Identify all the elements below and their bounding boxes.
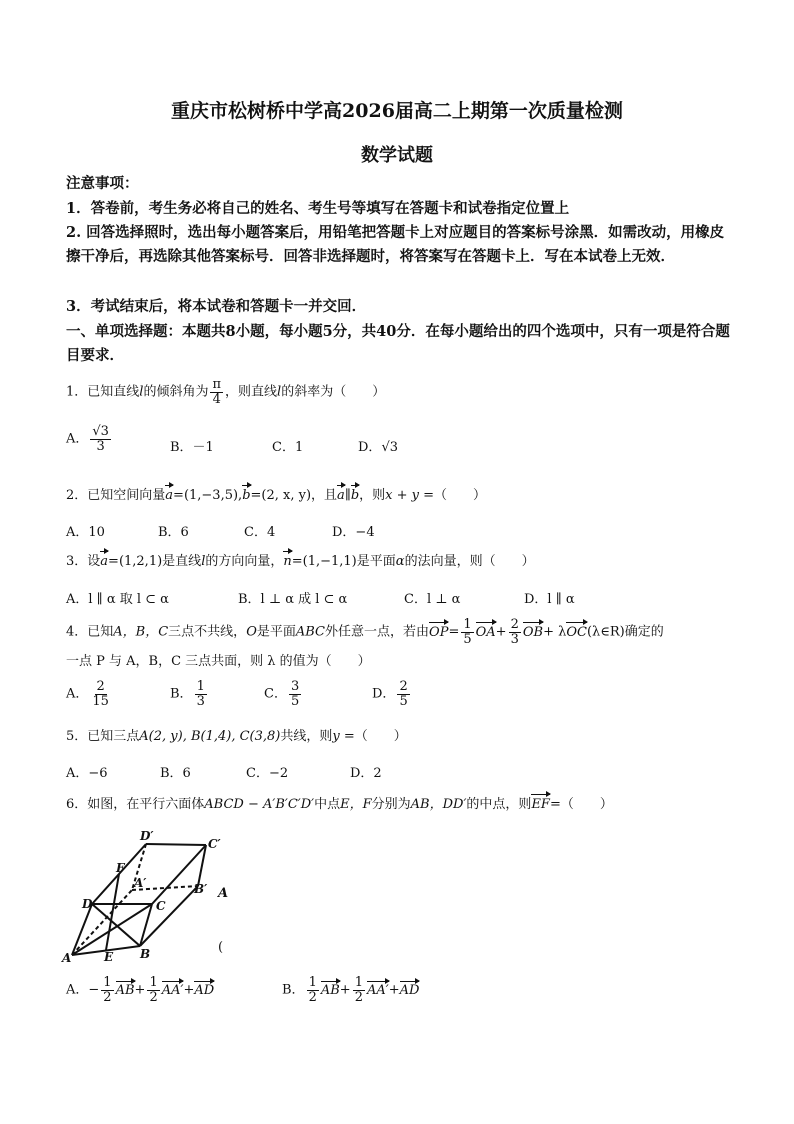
question-4-stem: 4．已知A，B，C三点不共线，O是平面ABC外任意一点，若由OP= $\frac{1}{5}$ OA+ $\frac{2}{3}$ OB+ λOC(λ∈R)确定的 xyxy=(66,617,664,647)
question-6-option-b: B． $\frac{1}{2}$ AB+ $\frac{1}{2}$ AA′+AD xyxy=(282,975,420,1005)
question-1-option-a: A． $\frac{√3}{3}$ xyxy=(66,424,109,454)
label-c1: C′ xyxy=(208,837,221,851)
question-1-option-b: B．－1 xyxy=(170,440,214,455)
label-f: F xyxy=(116,861,125,875)
edge-da xyxy=(72,904,92,955)
question-4-option-d: D． $\frac{2}{5}$ xyxy=(372,679,408,709)
question-6-option-a: A．− $\frac{1}{2}$ AB+ $\frac{1}{2}$ AA′+AD xyxy=(66,975,215,1005)
question-1-option-d: D．√3 xyxy=(358,440,398,455)
notice-item-2: 2. 回答选择照时，选出每小题答案后，用铅笔把答题卡上对应题目的答案标号涂黑．如需改动，用橡皮擦干净后，再选除其他答案标号．回答非选择题时，将答案写在答题卡上．写在本试卷上无效． xyxy=(66,224,725,265)
question-5-option-b: B．6 xyxy=(160,766,191,781)
figure-margin-mark-1: A xyxy=(218,886,229,901)
question-3-option-c: C．l ⊥ α xyxy=(404,592,461,607)
question-3-option-a: A．l ∥ α 取 l ⊂ α xyxy=(66,592,169,607)
figure-margin-mark-2: ( xyxy=(218,940,224,955)
question-2-option-d: D．−4 xyxy=(332,525,375,540)
label-b: B xyxy=(140,947,151,961)
notice-item-1: 1．答卷前，考生务必将自己的姓名、考生号等填写在答题卡和试卷指定位置上 xyxy=(66,200,570,217)
question-4-option-c: C． $\frac{3}{5}$ xyxy=(264,679,300,709)
question-4-option-a: A． $\frac{2}{15}$ xyxy=(66,679,109,709)
parallelepiped-figure xyxy=(60,828,240,968)
question-5-option-a: A．−6 xyxy=(66,766,108,781)
label-b1: B′ xyxy=(194,882,208,896)
question-2-option-c: C．4 xyxy=(244,525,276,540)
question-2-option-b: B．6 xyxy=(158,525,189,540)
notice-heading: 注意事项： xyxy=(66,175,139,192)
exam-subtitle: 数学试题 xyxy=(361,145,433,166)
label-e: E xyxy=(104,950,114,964)
label-a: A xyxy=(62,951,72,965)
label-c: C xyxy=(156,899,166,913)
label-d1: D′ xyxy=(140,829,154,843)
segment-db xyxy=(92,904,140,946)
question-6-stem: 6．如图，在平行六面体ABCD − A′B′C′D′中点E，F分别为AB，DD′的中点，则EF=（ ） xyxy=(66,797,613,812)
edge-c1d1 xyxy=(146,844,206,845)
question-5-stem: 5．已知三点A(2, y), B(1,4), C(3,8)共线，则y =（ ） xyxy=(66,729,407,744)
question-3-option-d: D．l ∥ α xyxy=(524,592,575,607)
question-3-option-b: B．l ⊥ α 成 l ⊂ α xyxy=(238,592,348,607)
question-5-option-d: D．2 xyxy=(350,766,382,781)
section-heading: 一、单项选择题：本题共8小题，每小题5分，共40分．在每小题给出的四个选项中，只有一项是符合题目要求． xyxy=(66,323,730,364)
question-3-stem: 3．设a=(1,2,1)是直线l的方向向量，n=(1,−1,1)是平面α的法向量，则（ ） xyxy=(66,554,535,569)
question-2-option-a: A．10 xyxy=(66,525,105,540)
question-4-option-b: B． $\frac{1}{3}$ xyxy=(170,679,205,709)
notice-item-3: 3．考试结束后，将本试卷和答题卡一并交回． xyxy=(66,298,367,315)
question-4-stem-line-2: 一点 P 与 A，B，C 三点共面，则 λ 的值为（ ） xyxy=(66,654,371,669)
exam-title: 重庆市松树桥中学高2026届高二上期第一次质量检测 xyxy=(171,100,623,122)
question-2-stem: 2．已知空间向量a=(1,−3,5),b=(2, x, y)，且a∥b，则x + y =（ ） xyxy=(66,488,487,503)
question-1-stem: 1．已知直线l的倾斜角为 $\frac{\pi}{4}$ ，则直线l的斜率为（ ） xyxy=(66,377,386,407)
label-d: D xyxy=(82,897,93,911)
label-a1: A′ xyxy=(134,876,147,890)
question-5-option-c: C．−2 xyxy=(246,766,289,781)
question-1-option-c: C．1 xyxy=(272,440,304,455)
